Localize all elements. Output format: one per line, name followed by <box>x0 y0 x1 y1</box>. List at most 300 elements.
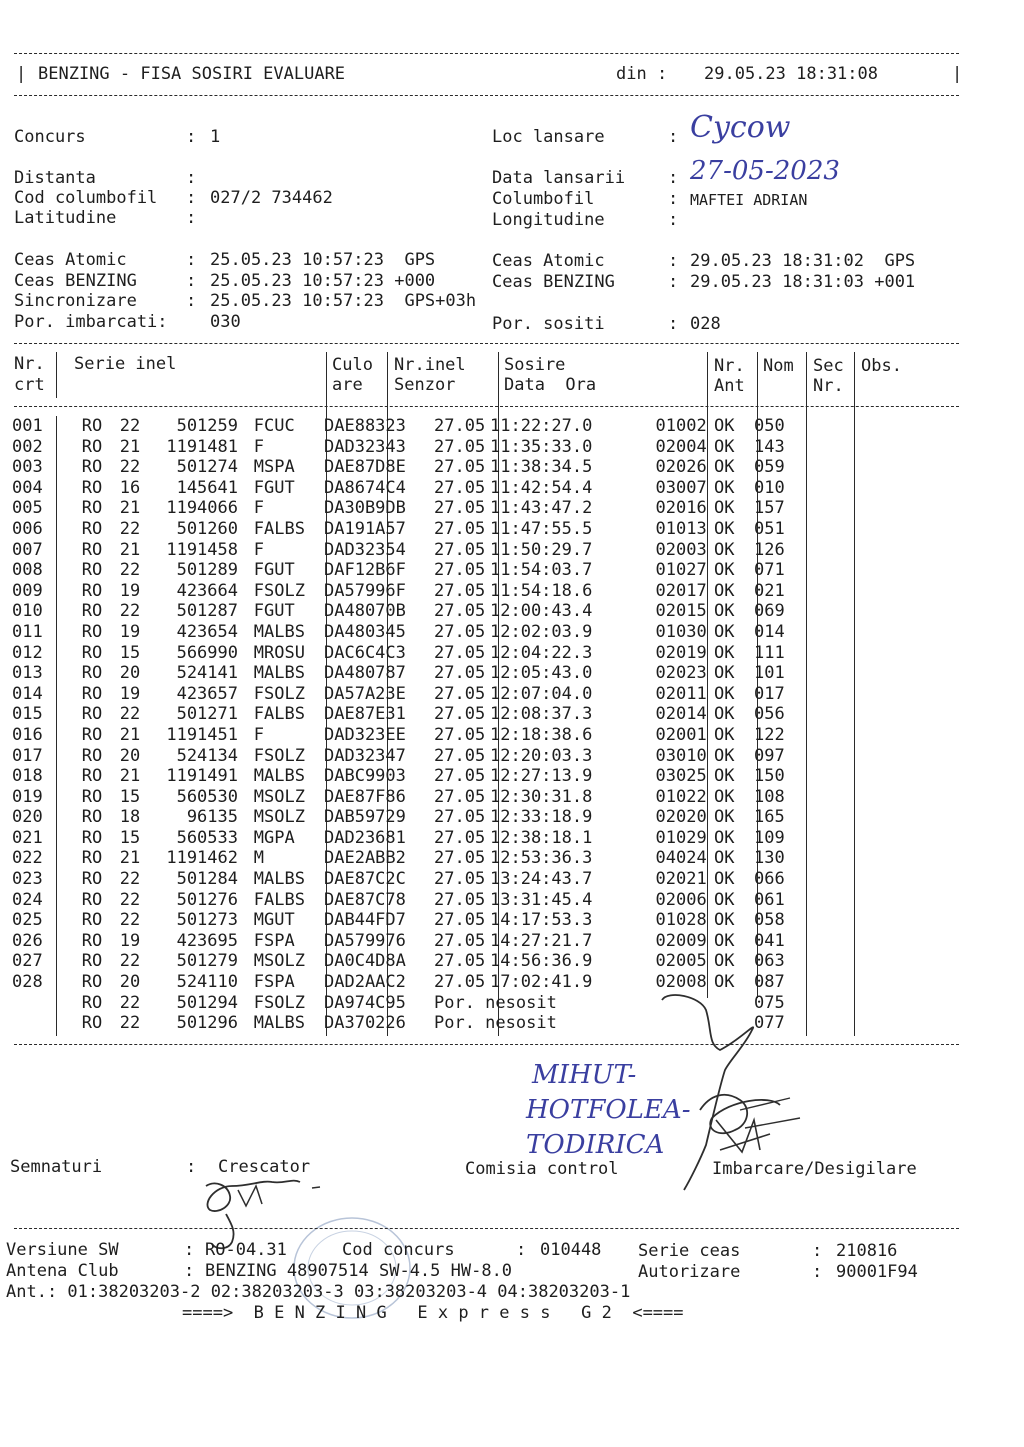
por-sositi-value: 028 <box>690 314 721 334</box>
row-obs: 087 <box>754 972 785 993</box>
row-nr: 010 <box>12 601 43 622</box>
row-sec: OK <box>714 889 735 910</box>
row-ring: 501276 <box>176 889 238 910</box>
row-nom: 022 <box>676 786 707 807</box>
row-nr: 025 <box>12 910 43 931</box>
row-ring: 145641 <box>176 477 238 498</box>
row-time: 14:27:21.7 <box>490 930 593 951</box>
row-year: 20 <box>119 745 141 766</box>
row-ring: 1191481 <box>166 436 238 457</box>
row-year: 18 <box>119 807 141 828</box>
row-nr: 019 <box>12 786 43 807</box>
row-date: 27.05 <box>434 827 486 848</box>
row-sex: F <box>253 436 264 457</box>
row-nr: 015 <box>12 704 43 725</box>
col-nr-inel: Nr.inel <box>394 355 466 375</box>
cod-columbofil-value: 027/2 734462 <box>210 188 333 208</box>
ceas-atomic-right-label: Ceas Atomic <box>492 251 605 271</box>
row-year: 15 <box>119 642 141 663</box>
row-color: SOLZ <box>264 992 305 1013</box>
row-time: 11:54:03.7 <box>490 560 593 581</box>
row-country: RO <box>81 992 103 1013</box>
row-sex: F <box>253 539 264 560</box>
report-date-value: 29.05.23 18:31:08 <box>704 64 878 84</box>
colon: : <box>184 1240 195 1260</box>
row-date: 27.05 <box>434 910 486 931</box>
row-sensor: DA48070B <box>324 601 406 622</box>
row-sec: OK <box>714 416 735 436</box>
versiune-value: RO-04.31 <box>205 1240 287 1260</box>
row-sex: F <box>253 704 264 725</box>
row-sex: M <box>253 663 264 684</box>
row-time: 11:42:54.4 <box>490 477 593 498</box>
row-color: ALBS <box>264 704 305 725</box>
row-date: 27.05 <box>434 580 486 601</box>
col-nr: Nr. <box>14 354 45 374</box>
col-senzor: Senzor <box>394 375 456 395</box>
row-sensor: DAD2AAC2 <box>324 972 406 993</box>
row-country: RO <box>81 1013 103 1034</box>
row-sec: OK <box>714 910 735 931</box>
row-date: 27.05 <box>434 621 486 642</box>
col-obs: Obs. <box>861 356 902 376</box>
row-nom: 011 <box>676 683 707 704</box>
row-antenna: 02 <box>655 724 676 745</box>
row-sec: OK <box>714 930 735 951</box>
row-obs: 041 <box>754 930 785 951</box>
col-sec: Sec <box>813 356 844 376</box>
serie-ceas-value: 210816 <box>836 1241 898 1261</box>
row-nom: 004 <box>676 436 707 457</box>
row-date: 27.05 <box>434 704 486 725</box>
row-year: 22 <box>119 560 141 581</box>
row-sensor: DA30B9DB <box>324 498 406 519</box>
row-time: 12:27:13.9 <box>490 766 593 787</box>
row-antenna: 02 <box>655 930 676 951</box>
concurs-value: 1 <box>210 127 221 147</box>
ceas-benzing-right-label: Ceas BENZING <box>492 272 615 292</box>
row-antenna: 02 <box>655 457 676 478</box>
row-color: ALBS <box>264 1013 305 1034</box>
row-country: RO <box>81 683 103 704</box>
row-ring: 501279 <box>176 951 238 972</box>
row-nr: 003 <box>12 457 43 478</box>
row-obs: 051 <box>754 518 785 539</box>
row-nr: 013 <box>12 663 43 684</box>
row-time: 17:02:41.9 <box>490 972 593 993</box>
row-sec: OK <box>714 539 735 560</box>
commission-signature-stroke <box>700 1095 780 1133</box>
row-antenna: 02 <box>655 889 676 910</box>
row-country: RO <box>81 745 103 766</box>
row-nom: 016 <box>676 498 707 519</box>
row-sex: M <box>253 1013 264 1034</box>
row-sex: F <box>253 683 264 704</box>
row-sec: OK <box>714 869 735 890</box>
handwritten-name-1: MIHUT- <box>532 1060 637 1090</box>
row-country: RO <box>81 827 103 848</box>
row-sex: F <box>253 580 264 601</box>
columbofil-label: Columbofil <box>492 189 595 209</box>
col-serie-inel: Serie inel <box>74 354 177 374</box>
row-time: 11:35:33.0 <box>490 436 593 457</box>
row-obs: 077 <box>754 1013 785 1034</box>
row-time: 11:50:29.7 <box>490 539 593 560</box>
row-obs: 126 <box>754 539 785 560</box>
row-year: 22 <box>119 601 141 622</box>
row-nom: 025 <box>676 766 707 787</box>
row-sensor: DAE87C78 <box>324 889 406 910</box>
row-obs: 010 <box>754 477 785 498</box>
row-year: 20 <box>119 663 141 684</box>
row-obs: 058 <box>754 910 785 931</box>
row-date: 27.05 <box>434 869 486 890</box>
row-ring: 501259 <box>176 416 238 436</box>
row-year: 21 <box>119 766 141 787</box>
row-sex: M <box>253 951 264 972</box>
row-sex: F <box>253 498 264 519</box>
row-obs: 069 <box>754 601 785 622</box>
row-obs: 075 <box>754 992 785 1013</box>
latitudine-colon: : <box>186 208 197 228</box>
row-time: 12:38:18.1 <box>490 827 593 848</box>
row-antenna: 04 <box>655 848 676 869</box>
row-obs: 101 <box>754 663 785 684</box>
row-year: 19 <box>119 621 141 642</box>
row-sex: M <box>253 807 264 828</box>
row-time: 12:07:04.0 <box>490 683 593 704</box>
row-antenna: 03 <box>655 745 676 766</box>
col-sec-nr: Nr. <box>813 376 844 396</box>
ceas-benzing-left-label: Ceas BENZING <box>14 271 137 291</box>
row-nr: 011 <box>12 621 43 642</box>
row-sex: F <box>253 477 264 498</box>
row-nr: 018 <box>12 766 43 787</box>
row-ring: 423654 <box>176 621 238 642</box>
row-country: RO <box>81 848 103 869</box>
row-ring: 423657 <box>176 683 238 704</box>
latitudine-label: Latitudine <box>14 208 117 228</box>
row-sec: OK <box>714 766 735 787</box>
row-obs: 109 <box>754 827 785 848</box>
row-sensor: DA480787 <box>324 663 406 684</box>
row-ring: 1191491 <box>166 766 238 787</box>
row-ring: 1191451 <box>166 724 238 745</box>
row-nr: 006 <box>12 518 43 539</box>
row-year: 22 <box>119 869 141 890</box>
row-sex: F <box>253 518 264 539</box>
row-color: ALBS <box>264 869 305 890</box>
row-color: GUT <box>264 601 295 622</box>
row-sex: F <box>253 930 264 951</box>
row-nr: 017 <box>12 745 43 766</box>
longitudine-label: Longitudine <box>492 210 605 230</box>
loc-lansare-value: Cycow <box>690 110 791 145</box>
row-ring: 501271 <box>176 704 238 725</box>
row-obs: 108 <box>754 786 785 807</box>
row-nom: 003 <box>676 539 707 560</box>
row-nom: 020 <box>676 807 707 828</box>
row-country: RO <box>81 930 103 951</box>
row-sensor: DA8674C4 <box>324 477 406 498</box>
row-antenna: 03 <box>655 766 676 787</box>
row-obs: 143 <box>754 436 785 457</box>
row-sensor: DA191A57 <box>324 518 406 539</box>
breeder-signature-stroke <box>238 1186 320 1206</box>
row-antenna: 02 <box>655 951 676 972</box>
row-color: SPA <box>264 457 295 478</box>
row-color: GPA <box>264 827 295 848</box>
row-antenna: 02 <box>655 498 676 519</box>
data-lansarii-label: Data lansarii <box>492 168 626 188</box>
row-sec: OK <box>714 436 735 457</box>
row-sensor: DA0C4D8A <box>324 951 406 972</box>
row-sensor: DA480345 <box>324 621 406 642</box>
row-time: 11:22:27.0 <box>490 416 593 436</box>
autorizare-value: 90001F94 <box>836 1262 918 1282</box>
ceas-atomic-left-value: 25.05.23 10:57:23 GPS <box>210 250 436 270</box>
row-color: ALBS <box>264 518 305 539</box>
colon: : <box>186 250 197 270</box>
row-ring: 566990 <box>176 642 238 663</box>
row-country: RO <box>81 560 103 581</box>
row-country: RO <box>81 663 103 684</box>
row-sex: M <box>253 848 264 869</box>
row-nr: 002 <box>12 436 43 457</box>
row-year: 22 <box>119 416 141 436</box>
row-sec: OK <box>714 621 735 642</box>
row-sec: OK <box>714 724 735 745</box>
row-color: SPA <box>264 972 295 993</box>
row-obs: 157 <box>754 498 785 519</box>
row-ring: 1194066 <box>166 498 238 519</box>
row-sec: OK <box>714 663 735 684</box>
row-obs: 056 <box>754 704 785 725</box>
row-ring: 501296 <box>176 1013 238 1034</box>
por-imbarcati-label: Por. imbarcati: <box>14 312 168 332</box>
row-country: RO <box>81 766 103 787</box>
row-nr: 012 <box>12 642 43 663</box>
row-color: SOLZ <box>264 951 305 972</box>
row-nom: 017 <box>676 580 707 601</box>
row-sec: OK <box>714 704 735 725</box>
row-date: Por. nesosit <box>434 1013 557 1034</box>
row-date: 27.05 <box>434 889 486 910</box>
commission-signature-stroke <box>740 1098 800 1128</box>
row-obs: 097 <box>754 745 785 766</box>
row-nr: 004 <box>12 477 43 498</box>
row-sex: M <box>253 621 264 642</box>
row-sensor: DA974C95 <box>324 992 406 1013</box>
semnaturi-colon: : <box>186 1157 197 1177</box>
row-date: 27.05 <box>434 848 486 869</box>
versiune-label: Versiune SW <box>6 1240 119 1260</box>
row-ring: 501274 <box>176 457 238 478</box>
row-antenna: 02 <box>655 807 676 828</box>
row-antenna: 02 <box>655 642 676 663</box>
row-date: Por. nesosit <box>434 992 557 1013</box>
row-sex: F <box>253 560 264 581</box>
row-nom: 030 <box>676 621 707 642</box>
row-color: GUT <box>264 560 295 581</box>
row-time: 12:20:03.3 <box>490 745 593 766</box>
row-sec: OK <box>714 498 735 519</box>
row-country: RO <box>81 477 103 498</box>
comisia-control-label: Comisia control <box>465 1159 619 1179</box>
row-country: RO <box>81 972 103 993</box>
row-nom: 014 <box>676 704 707 725</box>
row-year: 19 <box>119 580 141 601</box>
row-antenna: 02 <box>655 580 676 601</box>
col-crt: crt <box>14 375 45 395</box>
row-date: 27.05 <box>434 539 486 560</box>
row-nom: 010 <box>676 745 707 766</box>
row-color: SOLZ <box>264 745 305 766</box>
cod-columbofil-colon: : <box>186 188 197 208</box>
row-sex: M <box>253 910 264 931</box>
row-nr: 022 <box>12 848 43 869</box>
row-sensor: DAD32354 <box>324 539 406 560</box>
row-country: RO <box>81 807 103 828</box>
row-sex: F <box>253 745 264 766</box>
row-nr: 001 <box>12 416 43 436</box>
row-sensor: DAE87D8E <box>324 457 406 478</box>
row-sex: F <box>253 416 264 436</box>
row-nom: 001 <box>676 724 707 745</box>
row-date: 27.05 <box>434 683 486 704</box>
row-ring: 501289 <box>176 560 238 581</box>
row-date: 27.05 <box>434 663 486 684</box>
row-year: 21 <box>119 539 141 560</box>
row-nom: 005 <box>676 951 707 972</box>
row-year: 19 <box>119 930 141 951</box>
row-nr: 028 <box>12 972 43 993</box>
semnaturi-label: Semnaturi <box>10 1157 103 1177</box>
row-nom: 019 <box>676 642 707 663</box>
row-country: RO <box>81 518 103 539</box>
row-sensor: DAB44FD7 <box>324 910 406 931</box>
row-nom: 027 <box>676 560 707 581</box>
row-year: 22 <box>119 1013 141 1034</box>
row-nom: 029 <box>676 827 707 848</box>
benzing-express-banner: ====> B E N Z I N G E x p r e s s G 2 <==== <box>182 1303 684 1323</box>
row-obs: 021 <box>754 580 785 601</box>
row-sensor: DAF12B6F <box>324 560 406 581</box>
autorizare-label: Autorizare <box>638 1262 741 1282</box>
row-time: 12:04:22.3 <box>490 642 593 663</box>
crescator-label: Crescator <box>218 1157 311 1177</box>
row-obs: 122 <box>754 724 785 745</box>
row-sec: OK <box>714 560 735 581</box>
row-time: 12:02:03.9 <box>490 621 593 642</box>
row-ring: 560533 <box>176 827 238 848</box>
row-nom: 007 <box>676 477 707 498</box>
colon: : <box>668 272 679 292</box>
row-nr: 021 <box>12 827 43 848</box>
row-year: 22 <box>119 951 141 972</box>
row-obs: 059 <box>754 457 785 478</box>
row-sensor: DAD32343 <box>324 436 406 457</box>
row-sex: M <box>253 786 264 807</box>
row-color: CUC <box>264 416 295 436</box>
row-country: RO <box>81 621 103 642</box>
row-sec: OK <box>714 642 735 663</box>
longitudine-colon: : <box>668 210 679 230</box>
row-date: 27.05 <box>434 972 486 993</box>
row-time: 11:47:55.5 <box>490 518 593 539</box>
row-sensor: DA57A23E <box>324 683 406 704</box>
por-imbarcati-value: 030 <box>210 312 241 332</box>
row-sec: OK <box>714 745 735 766</box>
columbofil-colon: : <box>668 189 679 209</box>
row-nr: 005 <box>12 498 43 519</box>
loc-lansare-colon: : <box>668 127 679 147</box>
row-date: 27.05 <box>434 498 486 519</box>
report-title: BENZING - FISA SOSIRI EVALUARE <box>38 64 346 84</box>
row-obs: 165 <box>754 807 785 828</box>
row-sex: F <box>253 972 264 993</box>
col-nom: Nom <box>763 356 794 376</box>
row-antenna: 02 <box>655 704 676 725</box>
row-country: RO <box>81 436 103 457</box>
row-sensor: DAB59729 <box>324 807 406 828</box>
row-sec: OK <box>714 580 735 601</box>
row-nom: 008 <box>676 972 707 993</box>
row-nom: 013 <box>676 518 707 539</box>
row-country: RO <box>81 580 103 601</box>
row-ring: 96135 <box>186 807 238 828</box>
row-date: 27.05 <box>434 477 486 498</box>
row-nr: 008 <box>12 560 43 581</box>
row-antenna: 02 <box>655 601 676 622</box>
row-obs: 014 <box>754 621 785 642</box>
row-antenna: 01 <box>655 827 676 848</box>
row-date: 27.05 <box>434 766 486 787</box>
loc-lansare-label: Loc lansare <box>492 127 605 147</box>
row-antenna: 02 <box>655 683 676 704</box>
row-date: 27.05 <box>434 457 486 478</box>
row-year: 21 <box>119 498 141 519</box>
handwritten-name-2: HOTFOLEA- <box>526 1095 691 1125</box>
row-sex: F <box>253 724 264 745</box>
row-date: 27.05 <box>434 745 486 766</box>
row-nr: 007 <box>12 539 43 560</box>
row-sex: M <box>253 827 264 848</box>
row-color: ALBS <box>264 663 305 684</box>
row-date: 27.05 <box>434 518 486 539</box>
row-antenna: 03 <box>655 477 676 498</box>
ceas-benzing-right-value: 29.05.23 18:31:03 +001 <box>690 272 916 292</box>
col-culo: Culo <box>332 355 373 375</box>
colon: : <box>668 314 679 334</box>
row-nom: 024 <box>676 848 707 869</box>
row-sensor: DAD32347 <box>324 745 406 766</box>
row-country: RO <box>81 457 103 478</box>
row-color: GUT <box>264 910 295 931</box>
row-nom: 015 <box>676 601 707 622</box>
row-year: 15 <box>119 827 141 848</box>
row-sec: OK <box>714 786 735 807</box>
col-sosire: Sosire <box>504 355 566 375</box>
row-nr: 016 <box>12 724 43 745</box>
col-ant: Ant <box>714 376 745 396</box>
row-year: 21 <box>119 848 141 869</box>
row-ring: 501284 <box>176 869 238 890</box>
row-nr: 009 <box>12 580 43 601</box>
row-nr: 014 <box>12 683 43 704</box>
row-color: SOLZ <box>264 580 305 601</box>
row-sec: OK <box>714 518 735 539</box>
